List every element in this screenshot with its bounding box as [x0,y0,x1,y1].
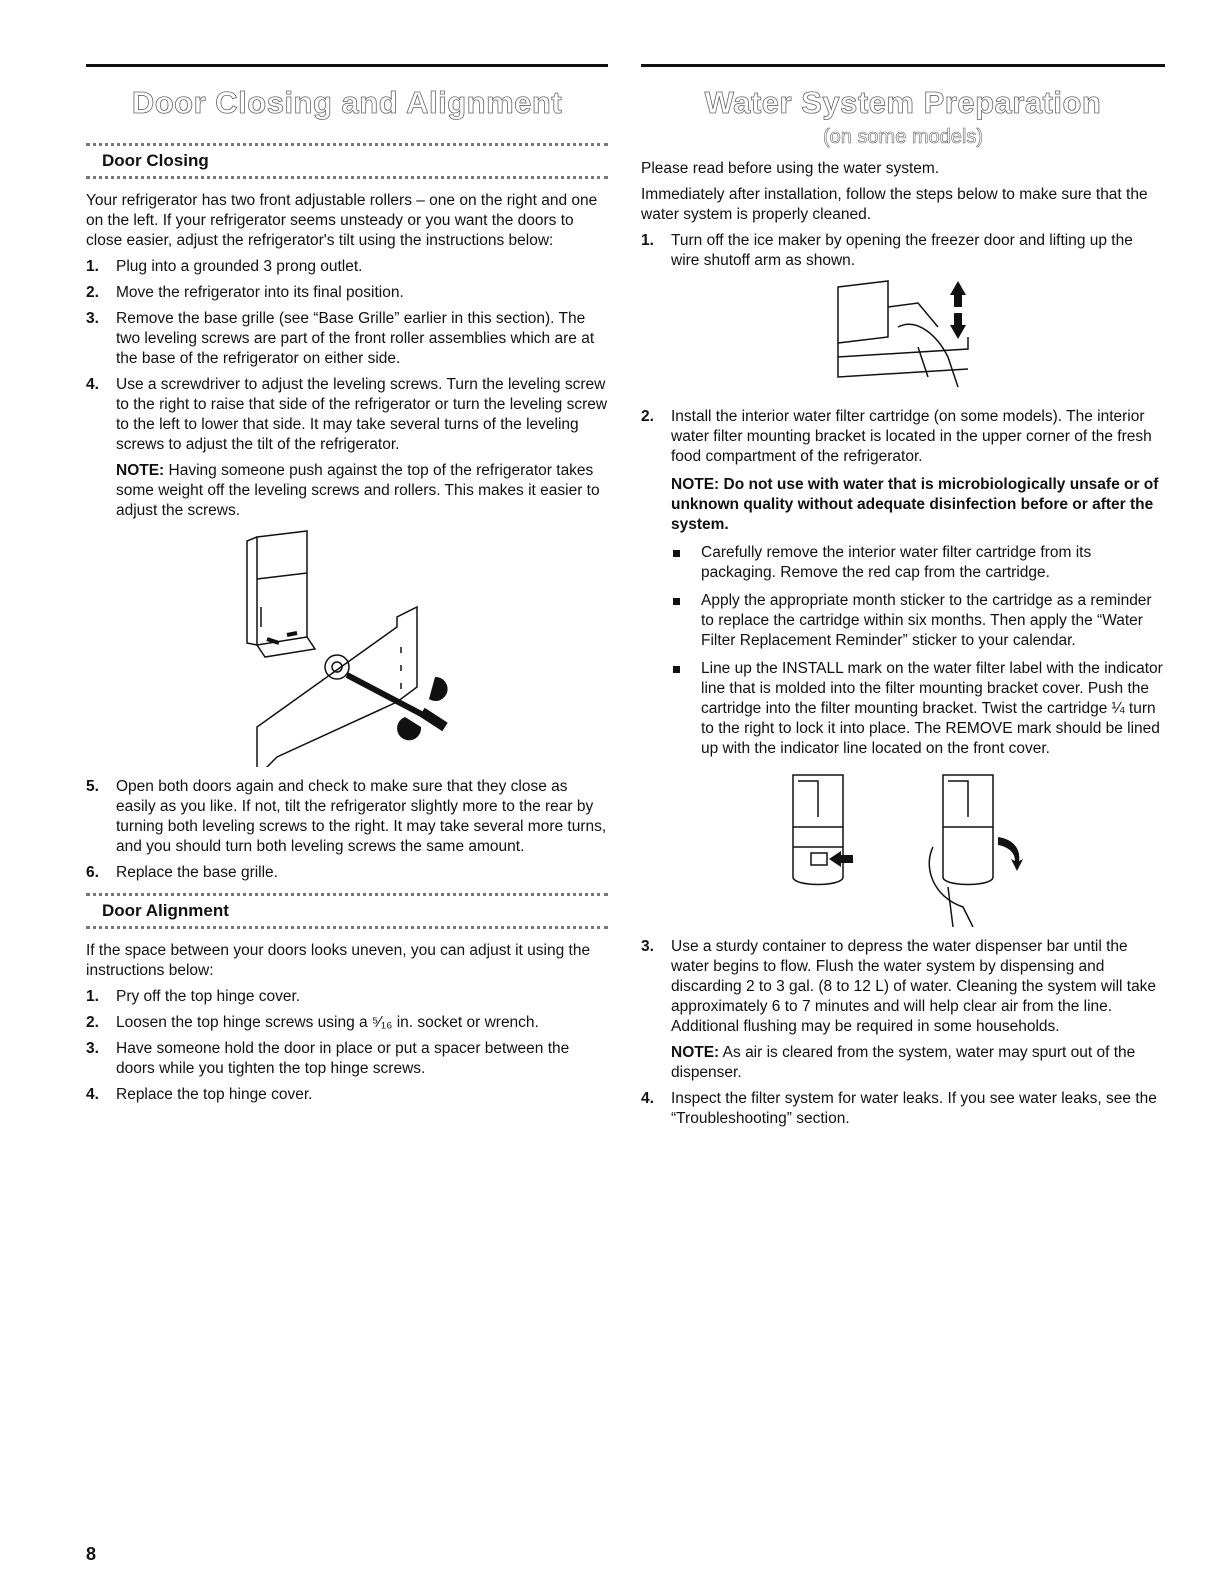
ice-maker-illustration [828,277,978,397]
list-item: 6. Replace the base grille. [86,864,278,881]
dotted-divider [86,893,608,896]
list-item: 4. Use a screwdriver to adjust the leveling screws. Turn the leveling screw to the right to raise that side of the refrigerator or turn the leveling screw to the left to lower that side. It may take several turns of the leveling screws to adjust the tilt of the refrigerator. NOTE: Having someone push against the top of the refrigerator takes some weight off the leveling screws and rollers. This makes it easier to adjust the screws. [86,376,608,519]
door-alignment-heading: Door Alignment [102,901,229,920]
list-item: 1. Plug into a grounded 3 prong outlet. [86,258,363,275]
left-column [86,64,608,1111]
list-item: Apply the appropriate month sticker to the cartridge as a reminder to replace the cartridge within six months. Then apply the “Water Filter Replacement Reminder” sticker to your calendar. [671,591,1165,651]
door-closing-steps [86,257,608,521]
water-steps-2 [641,407,1165,759]
leveling-note: NOTE: Having someone push against the top of the refrigerator takes some weight off the leveling screws and rollers. This makes it easier to adjust the screws. [116,462,600,519]
list-item: 1. Pry off the top hinge cover. [86,988,301,1005]
top-rule [86,64,608,67]
list-item: 3. Remove the base grille (see “Base Grille” earlier in this section). The two leveling screws are part of the front roller assemblies which are at the base of the refrigerator on either side. [86,310,595,367]
list-item: 2. Loosen the top hinge screws using a ⁵⁄₁₆ in. socket or wrench. [86,1014,539,1031]
section-title-water: Water System Preparation [704,85,1102,120]
door-alignment-intro: If the space between your doors looks uneven, you can adjust it using the instructions below: [86,942,591,979]
list-item: Line up the INSTALL mark on the water filter label with the indicator line that is molded into the filter mounting bracket cover. Push the cartridge into the filter mounting bracket. Twist the cartridge ¼ turn to the right to lock it into place. The REMOVE mark should be lined up with the indicator line located on the front cover. [671,659,1165,759]
list-item: 1. Turn off the ice maker by opening the freezer door and lifting up the wire shutoff arm as shown. [641,232,1133,269]
water-steps-1 [641,231,1165,271]
water-intro-1: Please read before using the water system. [641,160,940,177]
dotted-divider [86,143,608,146]
right-column [641,64,1165,1135]
page-number: 8 [86,1544,97,1564]
spurt-note: NOTE: As air is cleared from the system, water may spurt out of the dispenser. [671,1044,1136,1081]
list-item: 2. Install the interior water filter cartridge (on some models). The interior water filter mounting bracket is located in the upper corner of the fresh food compartment of the refrigerator. NOTE: Do not use with water that is microbiologically unsafe or of unknown quality without adequate disinfection before or after the system. Carefully remove the interior water filter cartridge from its packaging. Remove the red cap from the cartridge. Apply the appropriate month sticker to the cartridge as a reminder to replace the cartridge within six months. Then apply the “Water Filter Replacement Reminder” sticker to your calendar. Line up the INSTALL mark on the water filter label with the indicator line that is molded into the filter mounting bracket cover. Push the cartridge into the filter mounting bracket. Twist the cartridge ¼ turn to the right to lock it into place. The REMOVE mark should be lined up with the indicator line located on the front cover. [641,407,1165,759]
top-rule [641,64,1165,67]
filter-bullets [671,543,1165,759]
list-item: 3. Have someone hold the door in place or put a spacer between the doors while you tighten the top hinge screws. [86,1040,570,1077]
door-alignment-steps [86,987,608,1105]
water-intro-2: Immediately after installation, follow the steps below to make sure that the water system is properly cleaned. [641,186,1148,223]
water-steps-3 [641,937,1165,1129]
section-subtitle: (on some models) [822,126,984,148]
list-item: 2. Move the refrigerator into its final position. [86,284,404,301]
list-item: 5. Open both doors again and check to make sure that they close as easily as you like. If not, tilt the refrigerator slightly more to the rear by turning both leveling screws to the right. It may take several more turns, and you should turn both leveling screws the same amount. [86,778,607,855]
leveling-screw-illustration [217,527,477,767]
dotted-divider [86,176,608,179]
section-title-door: Door Closing and Alignment [131,85,563,120]
list-item: 3. Use a sturdy container to depress the water dispenser bar until the water begins to flow. Flush the water system by dispensing and discarding 2 to 3 gal. (8 to 12 L) of water. Cleaning the system will take approximately 6 to 7 minutes and will help clear air from the line. Additional flushing may be required in some households. NOTE: As air is cleared from the system, water may spurt out of the dispenser. [641,937,1165,1083]
door-closing-heading: Door Closing [102,151,209,170]
filter-cartridge-illustration [773,767,1033,927]
water-quality-note: NOTE: Do not use with water that is microbiologically unsafe or of unknown quality without adequate disinfection before or after the system. [671,476,1159,533]
list-item: 4. Inspect the filter system for water leaks. If you see water leaks, see the “Troubleshooting” section. [641,1090,1157,1127]
list-item: 4. Replace the top hinge cover. [86,1086,313,1103]
door-closing-steps-continued [86,777,608,883]
list-item: Carefully remove the interior water filter cartridge from its packaging. Remove the red cap from the cartridge. [671,543,1165,583]
dotted-divider [86,926,608,929]
door-closing-intro: Your refrigerator has two front adjustable rollers – one on the right and one on the left. If your refrigerator seems unsteady or you want the doors to close easier, adjust the refrigerator's tilt using the instructions below: [86,192,598,249]
